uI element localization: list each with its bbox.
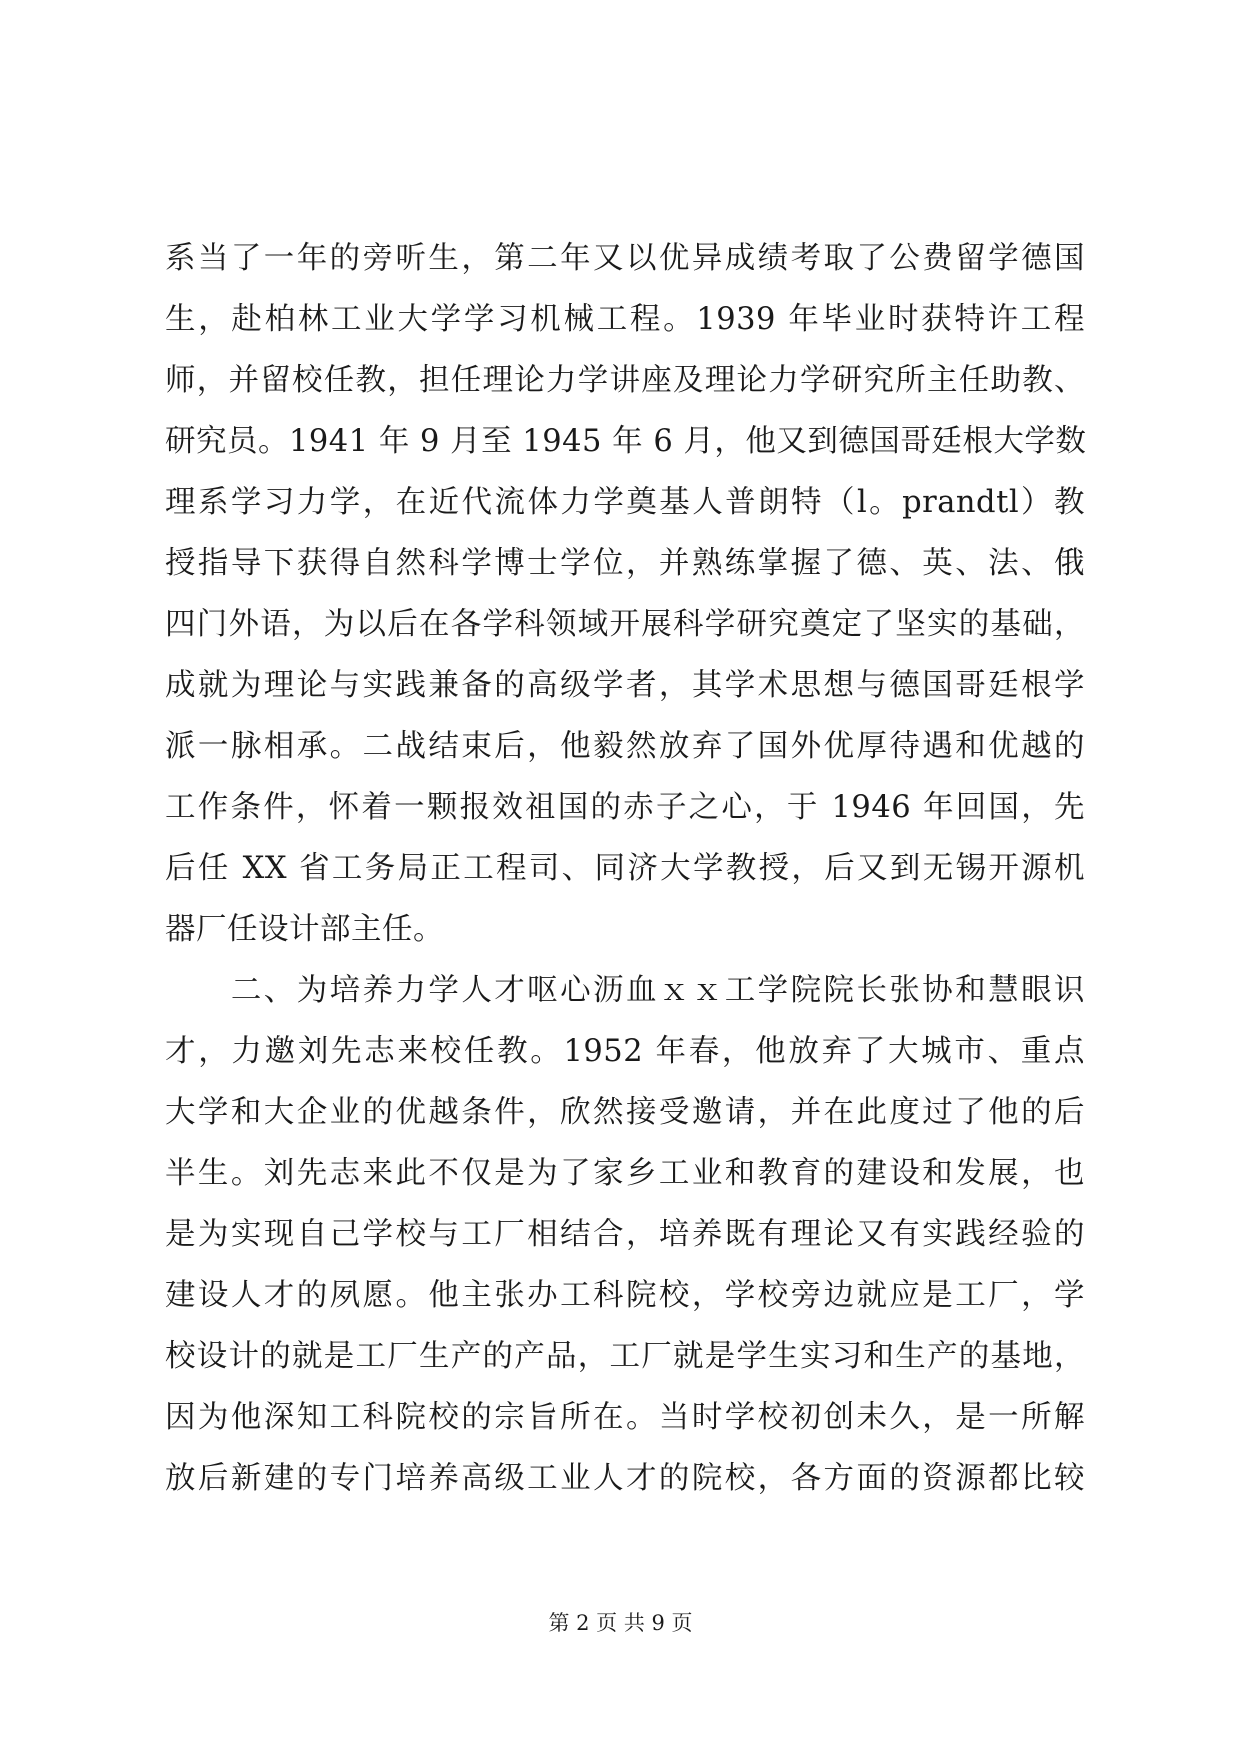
text-line: 后任 XX 省工务局正工程司、同济大学教授，后又到无锡开源机 <box>165 851 1085 886</box>
text-line: 因为他深知工科院校的宗旨所在。当时学校初创未久，是一所解 <box>165 1400 1085 1435</box>
paragraph-end-line: 器厂任设计部主任。 <box>165 912 444 947</box>
text-line: 才，力邀刘先志来校任教。1952 年春，他放弃了大城市、重点 <box>165 1034 1085 1069</box>
page-number-footer: 第 2 页 共 9 页 <box>548 1611 693 1635</box>
text-line: 四门外语，为以后在各学科领域开展科学研究奠定了坚实的基础， <box>165 607 1085 642</box>
text-line: 建设人才的夙愿。他主张办工科院校，学校旁边就应是工厂，学 <box>165 1278 1085 1313</box>
text-line: 二、为培养力学人才呕心沥血ｘｘ工学院院长张协和慧眼识 <box>165 973 1085 1008</box>
text-line: 授指导下获得自然科学博士学位，并熟练掌握了德、英、法、俄 <box>165 546 1085 581</box>
body-text <box>165 228 1085 1509</box>
text-line: 半生。刘先志来此不仅是为了家乡工业和教育的建设和发展，也 <box>165 1156 1085 1191</box>
text-line: 放后新建的专门培养高级工业人才的院校，各方面的资源都比较 <box>165 1461 1085 1496</box>
text-line: 大学和大企业的优越条件，欣然接受邀请，并在此度过了他的后 <box>165 1095 1085 1130</box>
text-line: 生，赴柏林工业大学学习机械工程。1939 年毕业时获特许工程 <box>165 302 1085 337</box>
text-line: 师，并留校任教，担任理论力学讲座及理论力学研究所主任助教、 <box>165 363 1085 398</box>
text-line: 校设计的就是工厂生产的产品，工厂就是学生实习和生产的基地， <box>165 1339 1085 1374</box>
text-line: 系当了一年的旁听生，第二年又以优异成绩考取了公费留学德国 <box>165 241 1085 276</box>
text-line: 理系学习力学，在近代流体力学奠基人普朗特（l。prandtl）教 <box>165 485 1085 520</box>
text-line: 是为实现自己学校与工厂相结合，培养既有理论又有实践经验的 <box>165 1217 1085 1252</box>
text-line: 成就为理论与实践兼备的高级学者，其学术思想与德国哥廷根学 <box>165 668 1085 703</box>
text-line: 派一脉相承。二战结束后，他毅然放弃了国外优厚待遇和优越的 <box>165 729 1085 764</box>
text-line: 研究员。1941 年 9 月至 1945 年 6 月，他又到德国哥廷根大学数 <box>165 424 1087 459</box>
text-line: 工作条件，怀着一颗报效祖国的赤子之心，于 1946 年回国，先 <box>165 790 1085 825</box>
